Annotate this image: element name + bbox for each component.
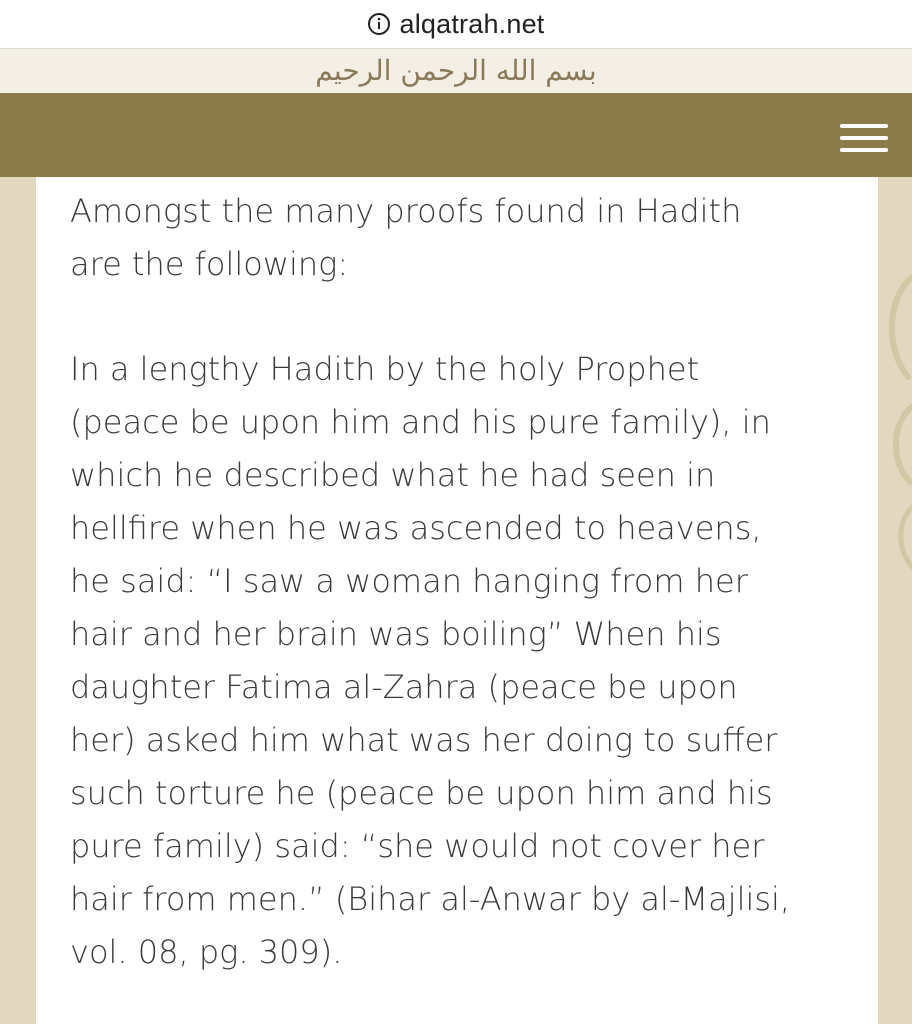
basmala-banner <box>0 49 912 93</box>
article-content <box>36 177 878 1024</box>
text-line: hair and her brain was boiling” When his <box>70 615 722 653</box>
right-side-panel <box>878 177 912 1024</box>
text-line: (peace be upon him and his pure family), in <box>70 403 771 441</box>
left-side-panel <box>0 177 36 1024</box>
url-text[interactable]: alqatrah.net <box>399 8 545 39</box>
basmala-calligraphy: بسم الله الرحمن الرحيم <box>315 54 597 87</box>
browser-address-bar[interactable] <box>0 0 912 49</box>
info-icon[interactable] <box>367 12 391 36</box>
text-line: are the following: <box>70 245 349 283</box>
hadith-paragraph <box>70 343 830 979</box>
hamburger-menu-icon[interactable] <box>840 120 892 156</box>
text-line: which he described what he had seen in <box>70 456 716 494</box>
site-navbar <box>0 93 912 177</box>
intro-paragraph <box>70 185 830 291</box>
text-line: hair from men.” (Bihar al-Anwar by al-Majlisi, <box>70 880 791 918</box>
text-line: daughter Fatima al-Zahra (peace be upon <box>70 668 738 706</box>
text-line: pure family) said: “she would not cover her <box>70 827 765 865</box>
text-line: such torture he (peace be upon him and his <box>70 774 773 812</box>
text-line: hellfire when he was ascended to heavens, <box>70 509 762 547</box>
text-line: Amongst the many proofs found in Hadith <box>70 192 742 230</box>
text-line: he said: “I saw a woman hanging from her <box>70 562 748 600</box>
decorative-ornament-icon <box>878 237 912 577</box>
text-line: In a lengthy Hadith by the holy Prophet <box>70 350 700 388</box>
text-line: her) asked him what was her doing to suffer <box>70 721 778 759</box>
text-line: vol. 08, pg. 309). <box>70 933 343 971</box>
